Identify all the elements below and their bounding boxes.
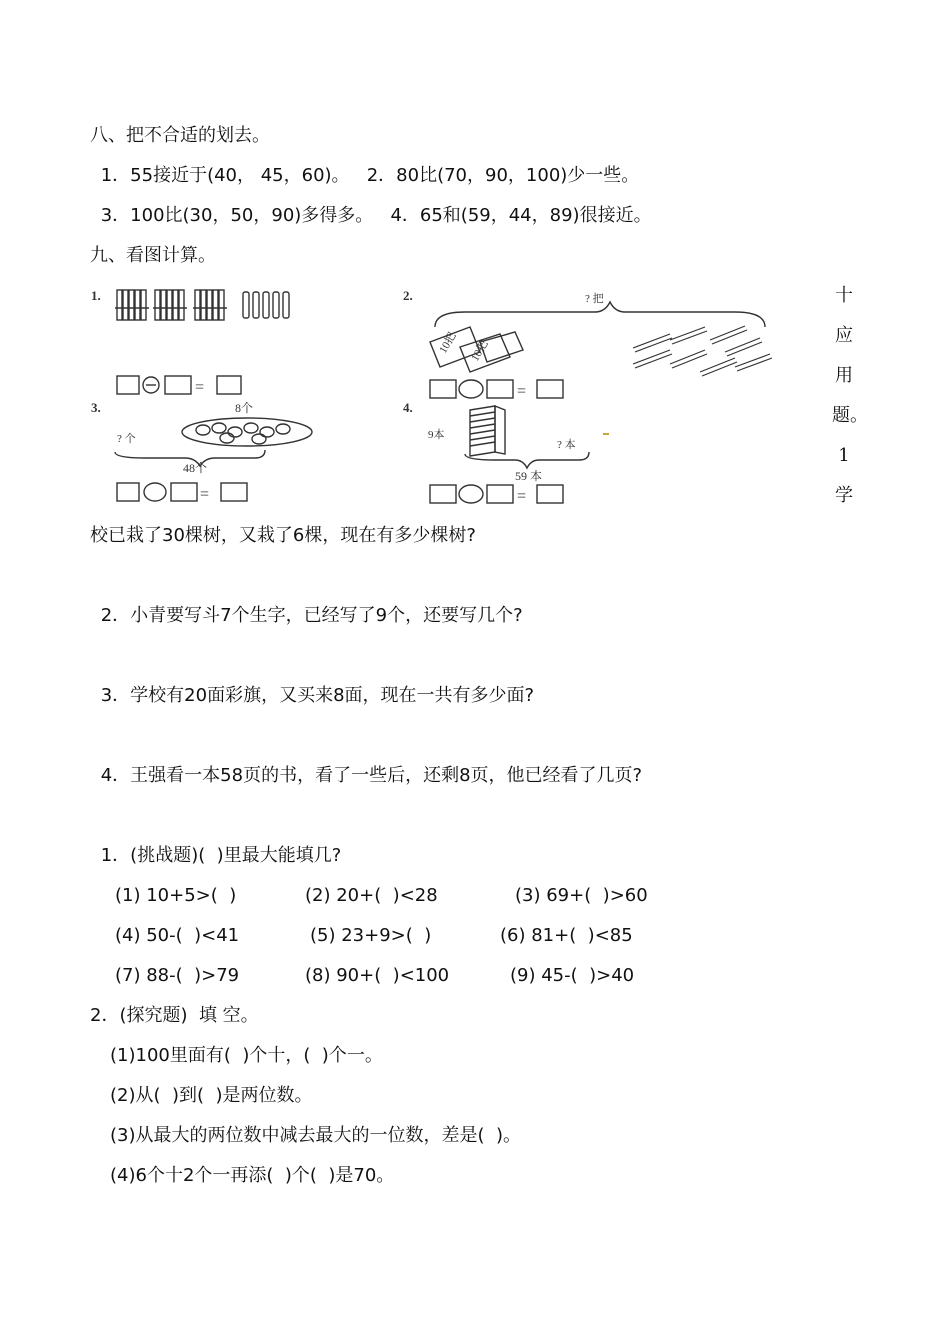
fig3-label: 3. (91, 400, 101, 415)
explore-title: 2．(探究题) 填 空。 (90, 1005, 259, 1026)
fig3-left-label: ? 个 (117, 433, 136, 445)
fig2-bundle-illustration (430, 327, 523, 372)
section-10-vertical-char: 应 (835, 325, 853, 346)
section-10-vertical-char: 1 (838, 445, 850, 466)
fig4-label: 4. (403, 400, 413, 415)
section-8-line-1: 1．55接近于(40， 45，60)。 2．80比(70，90，100)少一些。 (95, 165, 640, 186)
challenge-title: 1．(挑战题)( )里最大能填几? (95, 845, 342, 866)
explore-item: (4)6个十2个一再添( )个( )是70。 (110, 1165, 395, 1186)
challenge-item: (3) 69+( )>60 (515, 885, 648, 906)
section-8-line-2: 3．100比(30，50，90)多得多。 4．65和(59，44，89)很接近。 (95, 205, 652, 226)
fig4-left-label: 9本 (428, 429, 445, 441)
svg-text:=: = (200, 486, 210, 503)
fig1-label: 1. (91, 288, 101, 303)
egg-plate-illustration (182, 418, 312, 446)
challenge-item: (4) 50-( )<41 (115, 925, 240, 946)
explore-item: (3)从最大的两位数中减去最大的一位数，差是( )。 (110, 1125, 521, 1146)
fig2-label: 2. (403, 288, 413, 303)
challenge-item: (1) 10+5>( ) (115, 885, 237, 906)
svg-text:=: = (517, 488, 527, 505)
svg-text:10把: 10把 (437, 330, 459, 356)
fig4-equation-boxes (430, 485, 563, 505)
fig4-total-label: 59 本 (515, 469, 543, 483)
challenge-item: (9) 45-( )>40 (510, 965, 635, 986)
word-problem-3: 3．学校有20面彩旗，又买来8面，现在一共有多少面? (95, 685, 535, 706)
picture-calculation-figure (85, 282, 815, 512)
fig4-question-label: ? 本 (557, 439, 576, 451)
section-8-title: 八、把不合适的划去。 (90, 125, 270, 146)
challenge-item: (7) 88-( )>79 (115, 965, 240, 986)
section-10-vertical-char: 学 (835, 485, 853, 506)
section-9-title: 九、看图计算。 (90, 245, 216, 266)
svg-text:10把: 10把 (469, 338, 491, 364)
fig2-question: ? 把 (585, 293, 604, 305)
svg-text:=: = (195, 379, 205, 396)
book-stack-illustration (470, 406, 505, 456)
stick-bundles-illustration (115, 290, 289, 320)
word-problem-2: 2．小青要写斗7个生字，已经写了9个，还要写几个? (95, 605, 523, 626)
challenge-item: (8) 90+( )<100 (305, 965, 450, 986)
fig2-equation-boxes (430, 380, 563, 400)
fig3-equation-boxes (117, 483, 247, 503)
challenge-item: (6) 81+( )<85 (500, 925, 633, 946)
word-problem-4: 4．王强看一本58页的书，看了一些后，还剩8页，他已经看了几页? (95, 765, 643, 786)
svg-text:=: = (517, 383, 527, 400)
section-10-vertical-char: 题。 (832, 405, 868, 426)
fig3-top-label: 8个 (235, 401, 254, 415)
fig2-brace (435, 302, 765, 327)
fig1-equation-boxes (117, 376, 241, 396)
section-10-vertical-char: 十 (835, 285, 853, 306)
explore-item: (2)从( )到( )是两位数。 (110, 1085, 313, 1106)
section-10-vertical-char: 用 (835, 365, 853, 386)
explore-item: (1)100里面有( )个十，( )个一。 (110, 1045, 383, 1066)
word-problem-1: 校已栽了30棵树，又栽了6棵，现在有多少棵树? (90, 525, 476, 546)
fig2-loose-sticks (633, 326, 772, 376)
challenge-item: (2) 20+( )<28 (305, 885, 438, 906)
challenge-item: (5) 23+9>( ) (310, 925, 432, 946)
fig3-total-label: 48个 (183, 461, 208, 475)
